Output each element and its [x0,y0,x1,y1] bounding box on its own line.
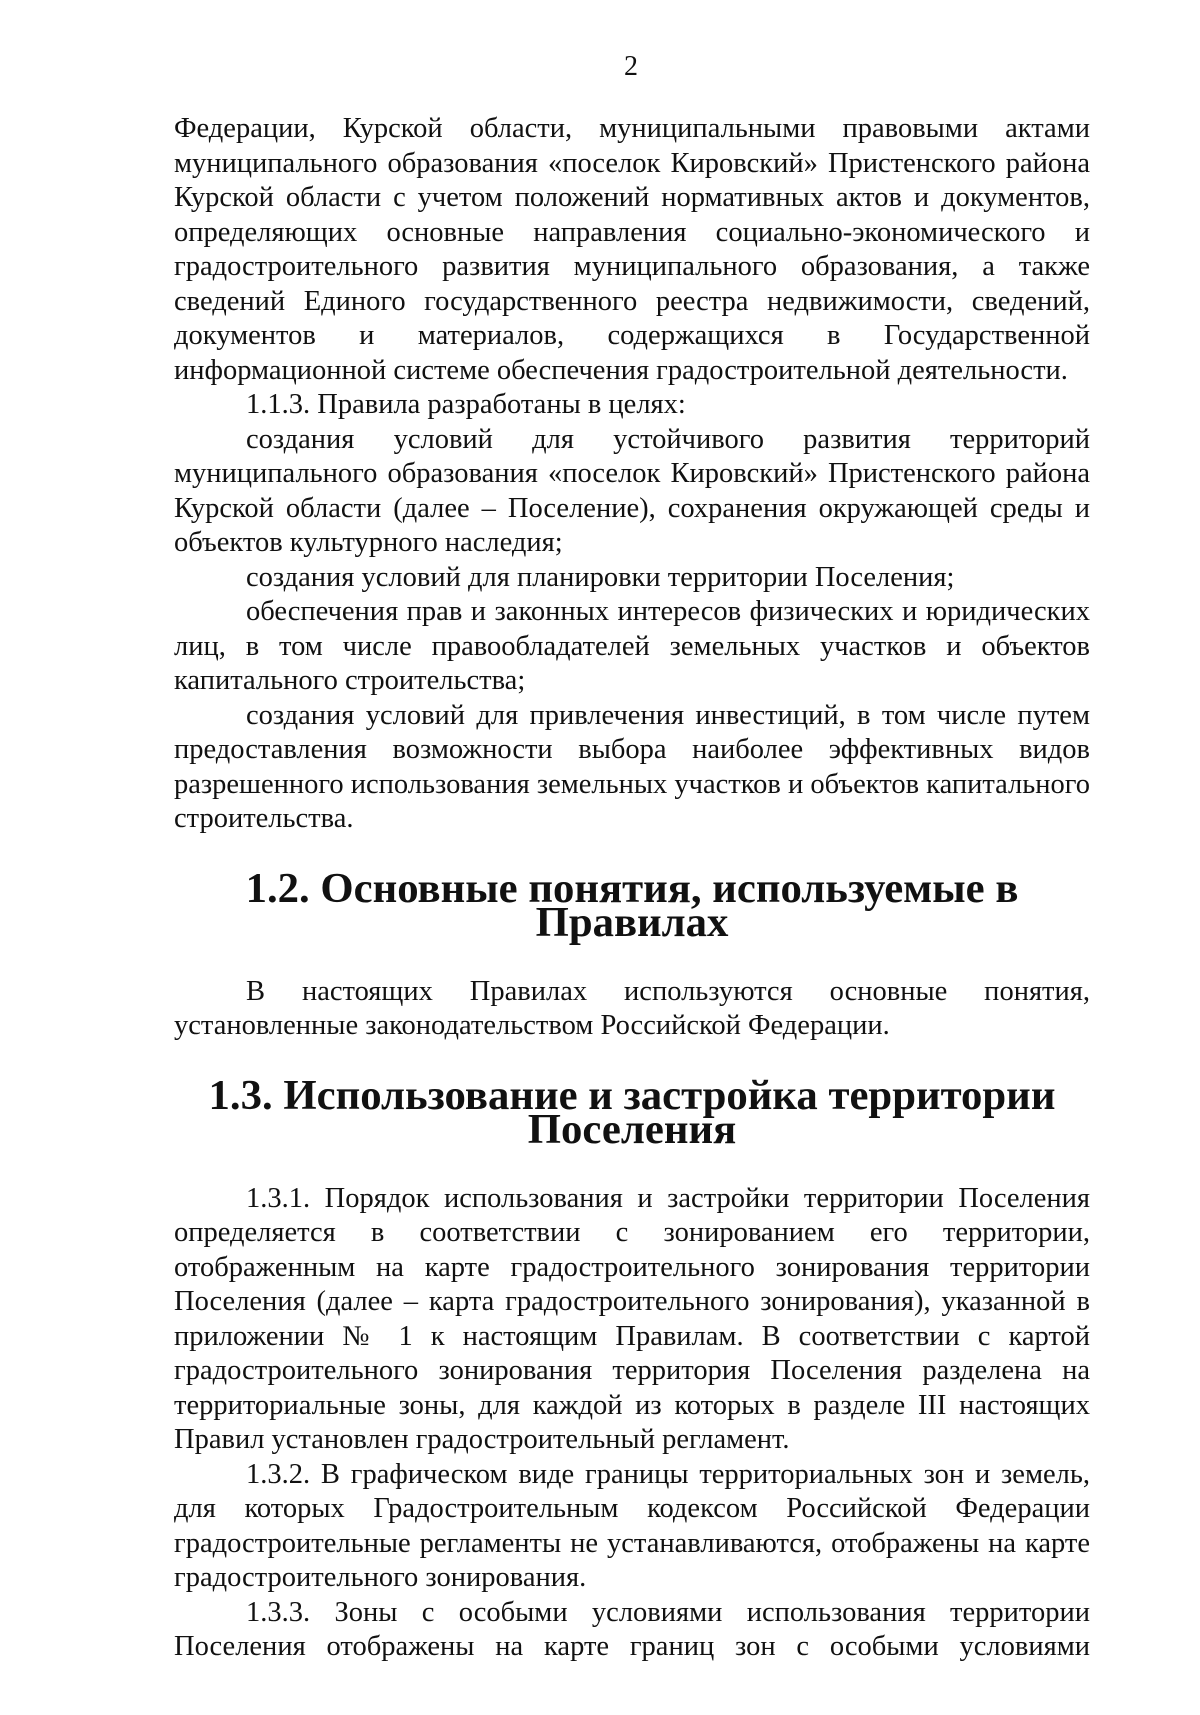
paragraph-sustainable-development: создания условий для устойчивого развития территорий муниципального образования «поселок Кировский» Пристенского района Курской области (далее – Поселение), сохранения окружающей среды и объектов культурного наследия; [174,423,1090,558]
paragraph-1-3-3: 1.3.3. Зоны с особыми условиями использования территории Поселения отображены на карте границ зон с особыми условиями [174,1596,1090,1662]
paragraph-1-3-2: 1.3.2. В графическом виде границы территориальных зон и земель, для которых Градостроительным кодексом Российской Федерации градостроительные регламенты не устанавливаются, отображены на карте градостроительного зонирования. [174,1458,1090,1593]
section-heading-1-3: 1.3. Использование и застройка территории Поселения [208,1071,1056,1153]
document-body [174,112,1090,1665]
paragraph-planning-conditions: создания условий для планировки территории Поселения; [246,561,955,593]
page-number: 2 [624,51,638,82]
paragraph-legal-basis: Федерации, Курской области, муниципальными правовыми актами муниципального образования «поселок Кировский» Пристенского района Курской области с учетом положений нормативных актов и документов, определяющих основные направления социально-экономического и градостроительного развития муниципального образования, а также сведений Единого государственного реестра недвижимости, сведений, документов и материалов, содержащихся в Государственной информационной системе обеспечения градостроительной деятельности. [174,113,1090,386]
paragraph-rights-protection: обеспечения прав и законных интересов физических и юридических лиц, в том числе правообладателей земельных участков и объектов капитального строительства; [174,596,1090,696]
paragraph-1-3-1: 1.3.1. Порядок использования и застройки территории Поселения определяется в соответствии с зонированием его территории, отображенным на карте градостроительного зонирования территории Поселения (далее – карта градостроительного зонирования), указанной в приложении № 1 к настоящим Правилам. В соответствии с картой градостроительного зонирования территория Поселения разделена на территориальные зоны, для каждой из которых в разделе III настоящих Правил установлен градостроительный регламент. [174,1182,1090,1455]
paragraph-1-1-3: 1.1.3. Правила разработаны в целях: [246,389,686,420]
paragraph-investment-conditions: создания условий для привлечения инвестиций, в том числе путем предоставления возможности выбора наиболее эффективных видов разрешенного использования земельных участков и объектов капитального строительства. [174,699,1091,834]
section-heading-1-2: 1.2. Основные понятия, используемые в Правилах [245,864,1019,946]
paragraph-basic-concepts: В настоящих Правилах используются основные понятия, установленные законодательством Российской Федерации. [174,975,1090,1041]
